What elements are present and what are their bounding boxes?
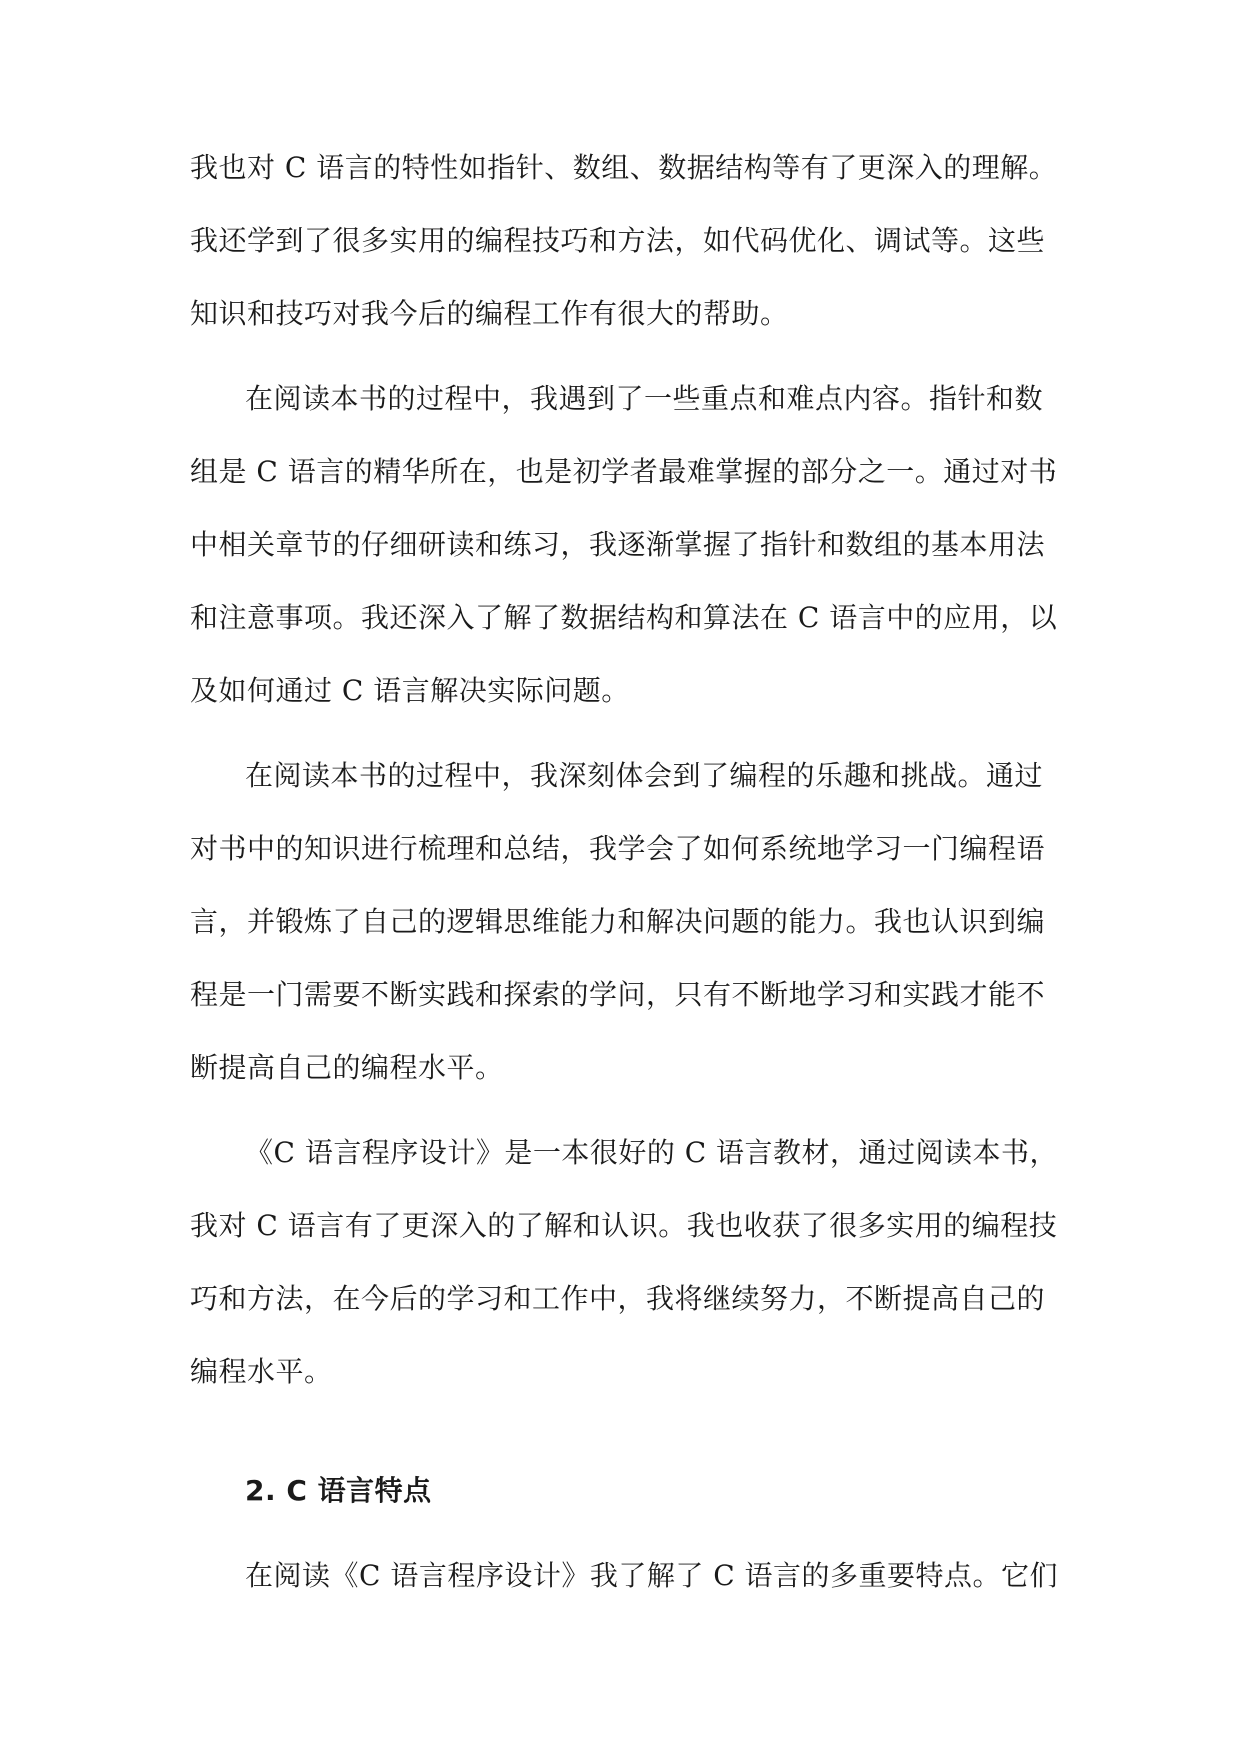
text-line: 及如何通过 C 语言解决实际问题。 [190, 674, 630, 707]
paragraph-start-line: 《C 语言程序设计》是一本很好的 C 语言教材，通过阅读本书， [245, 1136, 1059, 1169]
text-line: 知识和技巧对我今后的编程工作有很大的帮助。 [190, 297, 789, 330]
text-line: 中相关章节的仔细研读和练习，我逐渐掌握了指针和数组的基本用法 [190, 528, 1046, 561]
text-line: 组是 C 语言的精华所在，也是初学者最难掌握的部分之一。通过对书 [190, 455, 1058, 488]
paragraph-start-line: 在阅读本书的过程中，我遇到了一些重点和难点内容。指针和数 [245, 382, 1044, 415]
text-line: 我对 C 语言有了更深入的了解和认识。我也收获了很多实用的编程技 [190, 1209, 1058, 1242]
text-line: 断提高自己的编程水平。 [190, 1051, 504, 1084]
text-line: 我也对 C 语言的特性如指针、数组、数据结构等有了更深入的理解。 [190, 151, 1058, 184]
text-line: 巧和方法，在今后的学习和工作中，我将继续努力，不断提高自己的 [190, 1282, 1046, 1315]
text-line: 言，并锻炼了自己的逻辑思维能力和解决问题的能力。我也认识到编 [190, 905, 1046, 938]
text-line: 程是一门需要不断实践和探索的学问，只有不断地学习和实践才能不 [190, 978, 1046, 1011]
text-line: 编程水平。 [190, 1355, 333, 1388]
section-heading: 2. C 语言特点 [245, 1474, 432, 1507]
text-line: 和注意事项。我还深入了解了数据结构和算法在 C 语言中的应用，以 [190, 601, 1058, 634]
text-line: 对书中的知识进行梳理和总结，我学会了如何系统地学习一门编程语 [190, 832, 1046, 865]
text-line: 我还学到了很多实用的编程技巧和方法，如代码优化、调试等。这些 [190, 224, 1046, 257]
paragraph-start-line: 在阅读本书的过程中，我深刻体会到了编程的乐趣和挑战。通过 [245, 759, 1044, 792]
paragraph-start-line: 在阅读《C 语言程序设计》我了解了 C 语言的多重要特点。它们 [245, 1559, 1059, 1592]
